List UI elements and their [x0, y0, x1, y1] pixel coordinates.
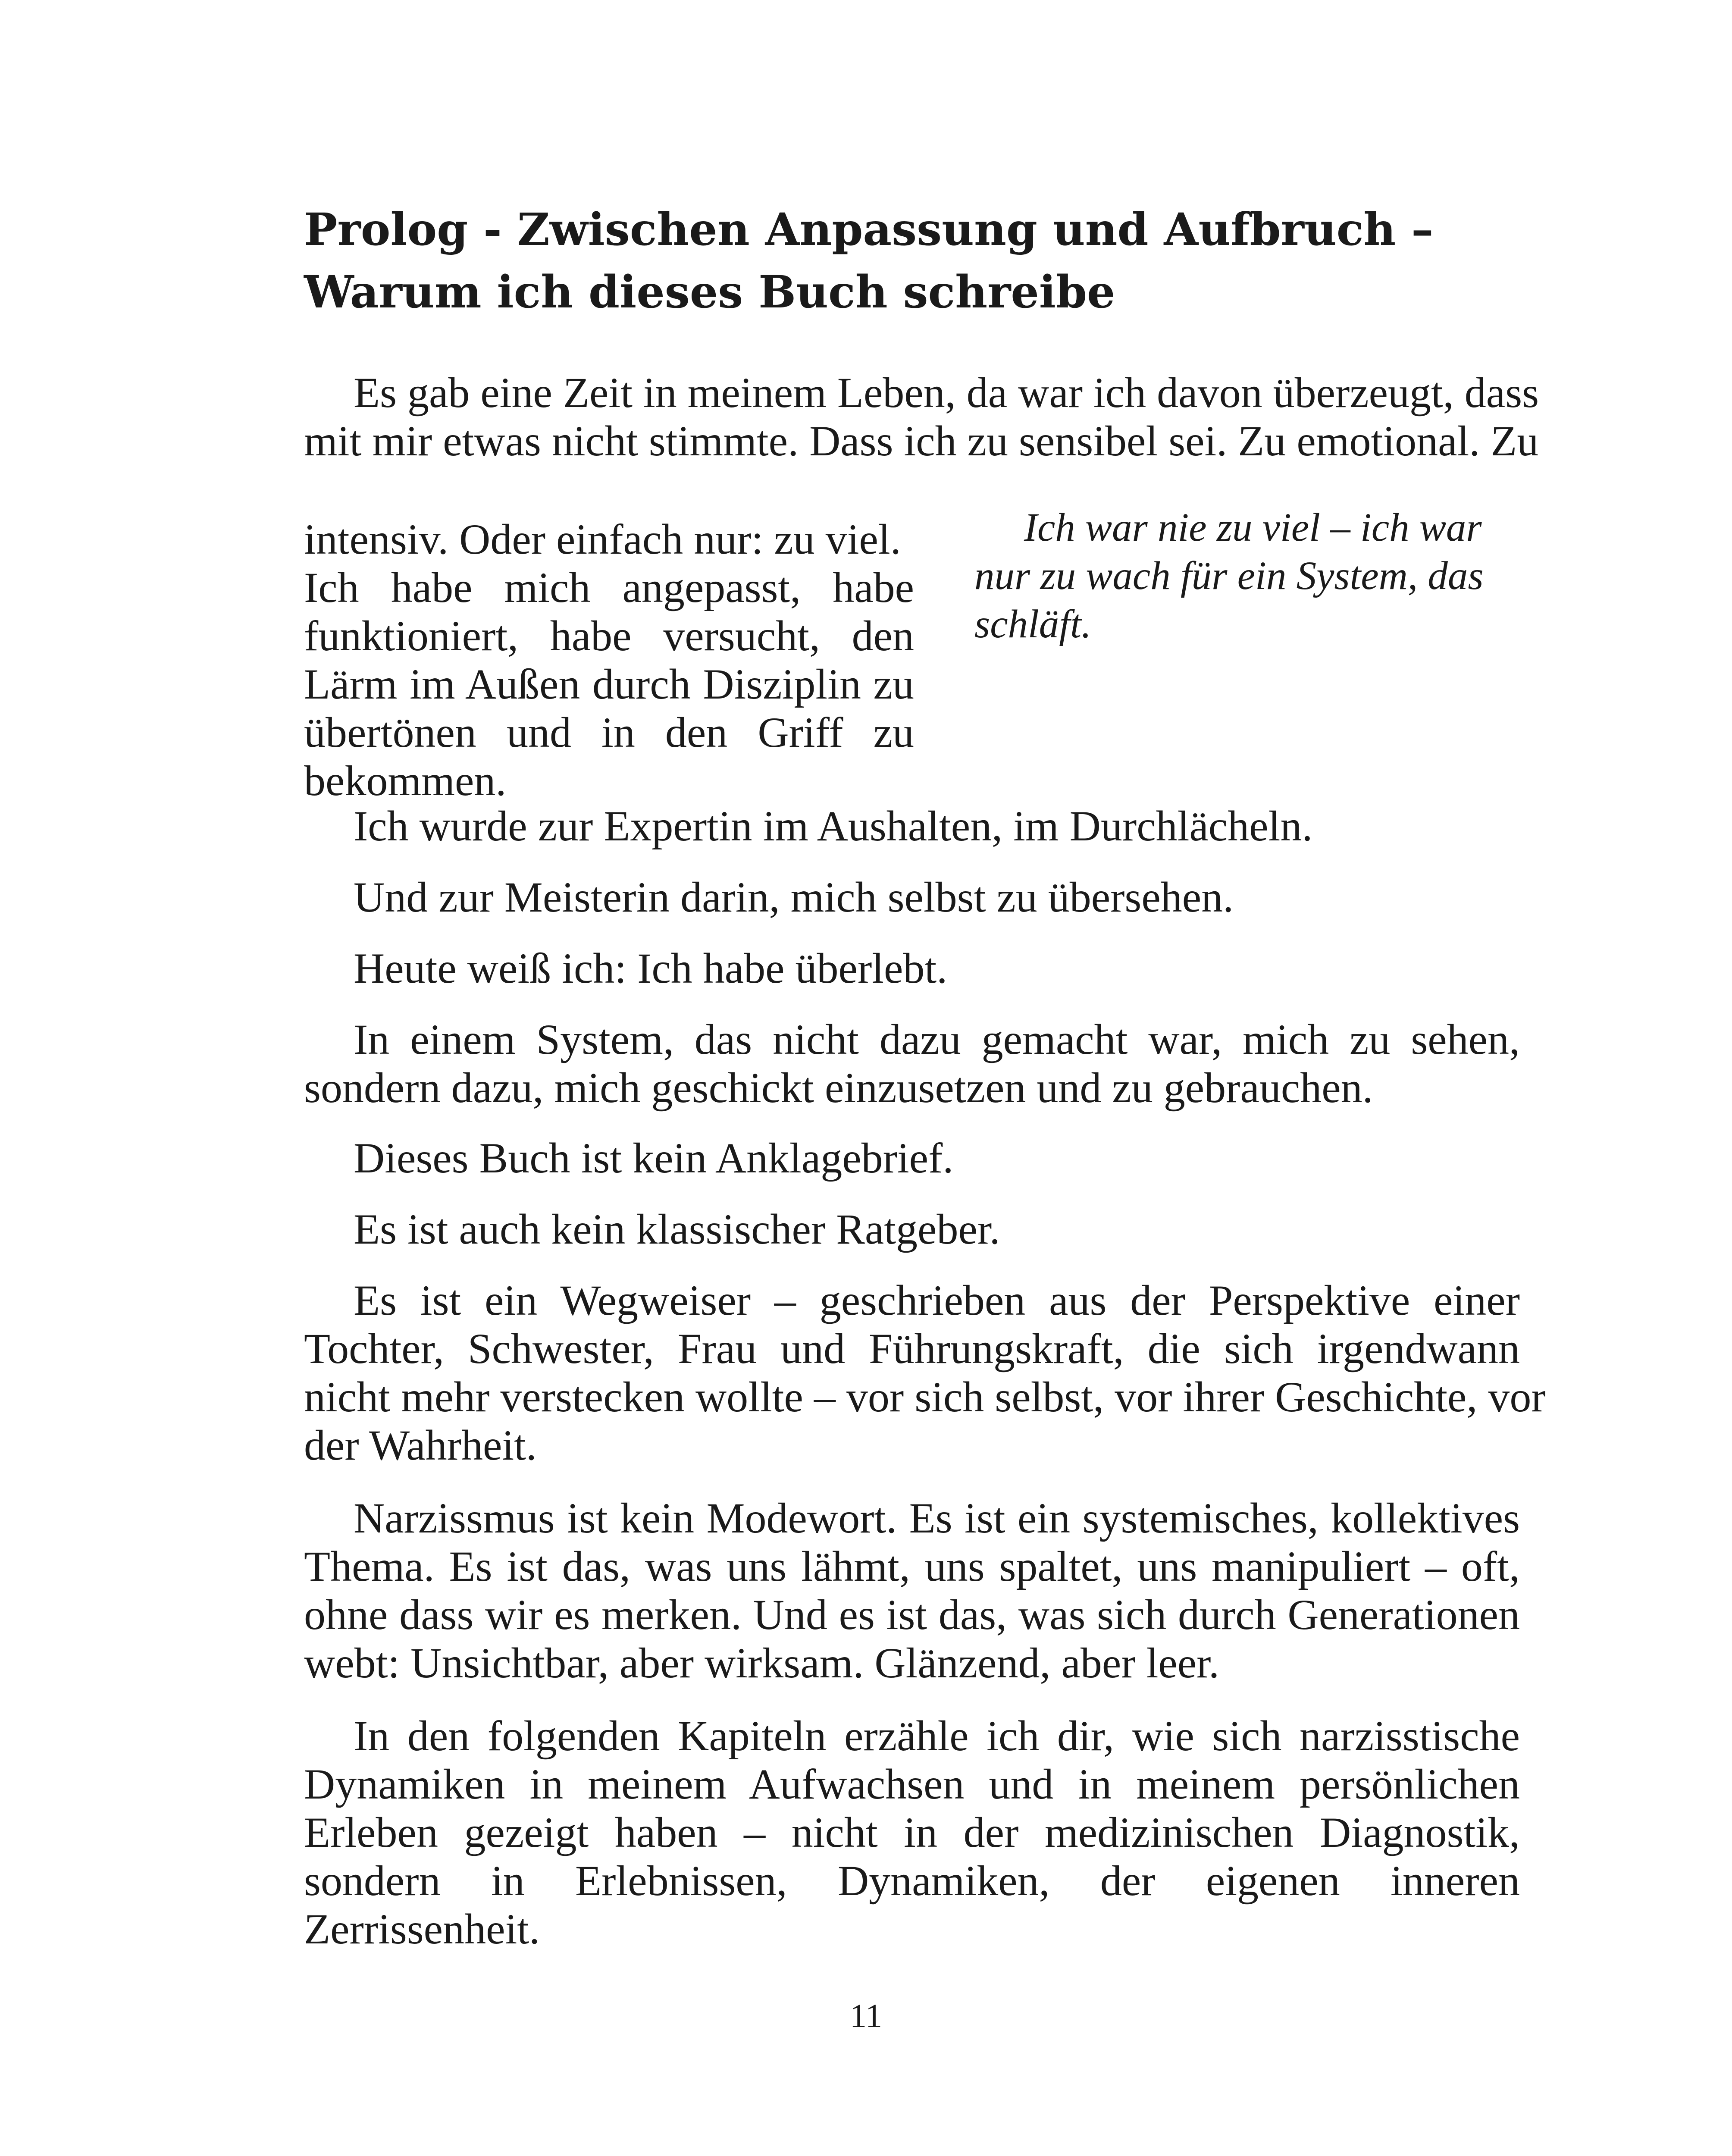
text-line: übertönen und in den Griff zu — [304, 708, 914, 756]
text-line: Narzissmus ist kein Modewort. Es ist ein systemisches, kollektives — [354, 1494, 1520, 1542]
pull-quote — [974, 504, 1531, 649]
text-line: ohne dass wir es merken. Und es ist das, was sich durch Generationen — [304, 1591, 1520, 1639]
left-column-text — [304, 515, 914, 805]
page-number: 11 — [849, 1997, 883, 2034]
text-line: funktioniert, habe versucht, den — [304, 612, 914, 660]
text-line: Thema. Es ist das, was uns lähmt, uns spaltet, uns manipuliert – oft, — [304, 1542, 1520, 1590]
paragraph-ratgeber: Es ist auch kein klassischer Ratgeber. — [354, 1205, 1000, 1253]
text-line: Ich habe mich angepasst, habe — [304, 564, 914, 611]
text-line: Lärm im Außen durch Disziplin zu — [304, 660, 914, 708]
paragraph-meisterin: Und zur Meisterin darin, mich selbst zu übersehen. — [354, 873, 1234, 921]
text-line: webt: Unsichtbar, aber wirksam. Glänzend, aber leer. — [304, 1639, 1219, 1687]
text-line: Erleben gezeigt haben – nicht in der medizinischen Diagnostik, — [304, 1808, 1520, 1856]
text-line: der Wahrheit. — [304, 1421, 537, 1469]
text-line: In den folgenden Kapiteln erzähle ich dir, wie sich narzisstische — [354, 1712, 1520, 1760]
text-line: Tochter, Schwester, Frau und Führungskraft, die sich irgendwann — [304, 1325, 1520, 1373]
paragraph-system — [304, 1015, 1520, 1112]
title-line: Prolog - Zwischen Anpassung und Aufbruch – — [304, 204, 1434, 256]
text-line: Zerrissenheit. — [304, 1905, 540, 1953]
title-line: Warum ich dieses Buch schreibe — [304, 266, 1115, 318]
quote-line: nur zu wach für ein System, das — [974, 554, 1484, 598]
text-line: Dynamiken in meinem Aufwachsen und in meinem persönlichen — [304, 1760, 1520, 1808]
paragraph-heute: Heute weiß ich: Ich habe überlebt. — [354, 944, 948, 992]
paragraph-narzissmus — [304, 1494, 1520, 1687]
text-line: Es gab eine Zeit in meinem Leben, da war ich davon überzeugt, dass — [354, 369, 1539, 417]
chapter-title — [304, 198, 1554, 323]
text-line: nicht mehr verstecken wollte – vor sich selbst, vor ihrer Geschichte, vor — [304, 1373, 1546, 1421]
text-line: intensiv. Oder einfach nur: zu viel. — [304, 515, 901, 563]
text-line: sondern in Erlebnissen, Dynamiken, der eigenen inneren — [304, 1857, 1520, 1905]
text-line: mit mir etwas nicht stimmte. Dass ich zu sensibel sei. Zu emotional. Zu — [304, 417, 1539, 465]
text-line: sondern dazu, mich geschickt einzusetzen und zu gebrauchen. — [304, 1064, 1373, 1112]
paragraph-anklagebrief: Dieses Buch ist kein Anklagebrief. — [354, 1134, 954, 1182]
quote-line: Ich war nie zu viel – ich war — [1024, 505, 1482, 550]
paragraph-expertin: Ich wurde zur Expertin im Aushalten, im Durchlächeln. — [354, 802, 1313, 850]
paragraph-kapitel — [304, 1712, 1520, 1953]
paragraph-wegweiser — [304, 1276, 1546, 1470]
quote-line: schläft. — [974, 602, 1092, 646]
text-line: In einem System, das nicht dazu gemacht war, mich zu sehen, — [354, 1015, 1520, 1063]
text-line: bekommen. — [304, 757, 507, 805]
intro-paragraph — [304, 369, 1539, 465]
text-line: Es ist ein Wegweiser – geschrieben aus der Perspektive einer — [354, 1276, 1520, 1324]
